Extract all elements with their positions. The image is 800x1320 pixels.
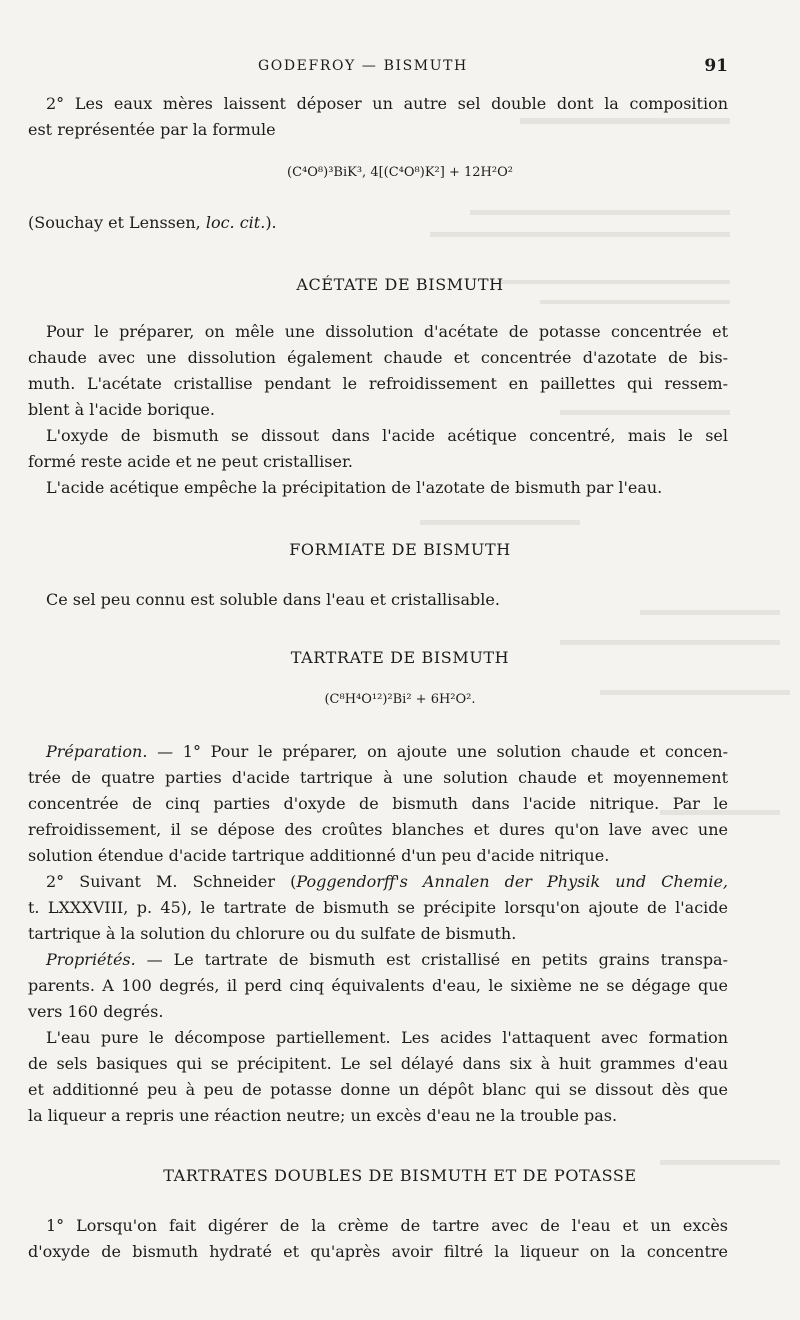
schneider-prefix: 2° Suivant M. Schneider (: [46, 872, 297, 891]
acetate-line: chaude avec une dissolution également chaude et concentrée d'azotate de bis-: [28, 348, 728, 367]
properties-line: et additionné peu à peu de potasse donne un dépôt blanc qui se dissout dès que: [28, 1080, 728, 1099]
tartrate-formula: (C⁸H⁴O¹²)²Bi² + 6H²O².: [324, 692, 476, 707]
formiate-line: Ce sel peu connu est soluble dans l'eau et cristallisable.: [46, 590, 500, 609]
double-salt-formula: (C⁴O⁸)³BiK³, 4[(C⁴O⁸)K²] + 12H²O²: [287, 165, 513, 180]
acetate-line: L'oxyde de bismuth se dissout dans l'acide acétique concentré, mais le sel: [46, 426, 728, 445]
citation-suffix: ).: [265, 213, 277, 232]
acetate-line: muth. L'acétate cristallise pendant le refroidissement en paillettes qui ressem-: [28, 374, 728, 393]
preparation-text: — 1° Pour le préparer, on ajoute une solution chaude et concen-: [147, 742, 728, 761]
acetate-line: Pour le préparer, on mêle une dissolution d'acétate de potasse concentrée et: [46, 322, 728, 341]
schneider-line: tartrique à la solution du chlorure ou du sulfate de bismuth.: [28, 924, 517, 943]
properties-line: la liqueur a repris une réaction neutre; un excès d'eau ne la trouble pas.: [28, 1106, 618, 1125]
properties-label: Propriétés.: [46, 950, 136, 969]
properties-line: L'eau pure le décompose partiellement. Les acides l'attaquent avec formation: [46, 1028, 728, 1047]
acetate-line: blent à l'acide borique.: [28, 400, 215, 419]
page-number: 91: [704, 56, 728, 76]
double-tartrates-line: 1° Lorsqu'on fait digérer de la crème de tartre avec de l'eau et un excès: [46, 1216, 728, 1235]
citation-italic: loc. cit.: [205, 213, 266, 232]
section-heading-formiate: FORMIATE DE BISMUTH: [289, 540, 511, 559]
schneider-line: t. LXXXVIII, p. 45), le tartrate de bismuth se précipite lorsqu'on ajoute de l'acide: [28, 898, 728, 917]
acetate-line: L'acide acétique empêche la précipitation de l'azotate de bismuth par l'eau.: [46, 478, 663, 497]
preparation-label: Préparation.: [46, 742, 148, 761]
preparation-line: refroidissement, il se dépose des croûtes blanches et dures qu'on lave avec une: [28, 820, 728, 839]
acetate-line: formé reste acide et ne peut cristalliser.: [28, 452, 353, 471]
section-heading-tartrate: TARTRATE DE BISMUTH: [290, 648, 510, 667]
schneider-journal: Poggendorff's Annalen der Physik und Chemie,: [296, 872, 729, 891]
intro-line-1: 2° Les eaux mères laissent déposer un autre sel double dont la composition: [46, 94, 728, 113]
preparation-line: concentrée de cinq parties d'oxyde de bismuth dans l'acide nitrique. Par le: [28, 794, 728, 813]
preparation-line: trée de quatre parties d'acide tartrique à une solution chaude et moyennement: [28, 768, 728, 787]
properties-first-line: [28, 950, 728, 970]
preparation-line: solution étendue d'acide tartrique additionné d'un peu d'acide nitrique.: [28, 846, 610, 865]
intro-line-2: est représentée par la formule: [28, 120, 276, 139]
citation-prefix: (Souchay et Lenssen,: [28, 213, 206, 232]
properties-line: vers 160 degrés.: [28, 1002, 164, 1021]
citation-line: [28, 213, 728, 233]
properties-line: de sels basiques qui se précipitent. Le sel délayé dans six à huit grammes d'eau: [28, 1054, 728, 1073]
section-heading-acetate: ACÉTATE DE BISMUTH: [296, 275, 504, 294]
properties-line: parents. A 100 degrés, il perd cinq équivalents d'eau, le sixième ne se dégage que: [28, 976, 728, 995]
schneider-first-line: [28, 872, 728, 892]
preparation-first-line: [28, 742, 728, 762]
section-heading-double-tartrates: TARTRATES DOUBLES DE BISMUTH ET DE POTASSE: [163, 1166, 637, 1185]
double-tartrates-line: d'oxyde de bismuth hydraté et qu'après avoir filtré la liqueur on la concentre: [28, 1242, 728, 1261]
running-title: GODEFROY — BISMUTH: [258, 58, 468, 74]
properties-text: — Le tartrate de bismuth est cristallisé en petits grains transpa-: [135, 950, 728, 969]
